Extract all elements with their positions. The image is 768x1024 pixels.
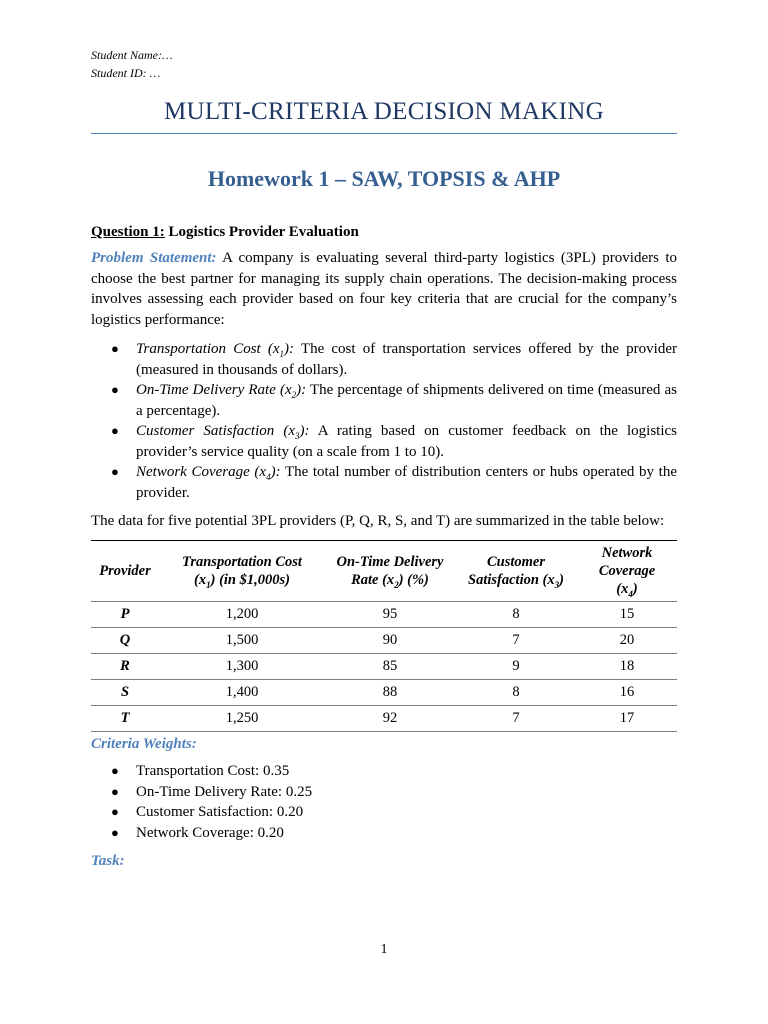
question-title: Logistics Provider Evaluation [164, 224, 359, 240]
bullet-icon: ● [111, 824, 119, 840]
table-row: Q 1,500 90 7 20 [91, 628, 677, 654]
criteria-list [91, 339, 677, 503]
bullet-icon: ● [111, 423, 119, 438]
criteria-weights-heading: Criteria Weights: [91, 736, 197, 752]
header-network-coverage: Network Coverage $(x_4)$ [577, 541, 677, 602]
header-provider: Provider [91, 541, 159, 602]
task-heading: Task: [91, 853, 125, 869]
document-page [91, 0, 677, 1024]
question-heading [91, 224, 359, 241]
bullet-icon: ● [111, 341, 119, 356]
bullet-icon: ● [111, 783, 119, 799]
weight-item: ● Transportation Cost: 0.35 [91, 761, 677, 782]
student-info [91, 46, 173, 82]
problem-statement-text: A company is evaluating several third-party logistics (3PL) providers to choose the best partner for managing its supply chain operations. The decision-making process involves assessing each provider based on four key criteria that are crucial for the company’s logistics performance: [91, 250, 677, 328]
criteria-item: ● Customer Satisfaction $(x_3)$: A rating based on customer feedback on the logistics provider’s service quality (on a scale from 1 to 10). [111, 423, 677, 460]
bullet-icon: ● [111, 382, 119, 397]
problem-statement [91, 248, 677, 330]
question-label: Question 1: [91, 224, 165, 240]
provider-data-table [91, 540, 677, 732]
table-row: P 1,200 95 8 15 [91, 602, 677, 628]
criteria-item: ● Transportation Cost $(x_1)$: The cost of transportation services offered by the provider (measured in thousands of dollars). [111, 341, 677, 378]
table-row: S 1,400 88 8 16 [91, 680, 677, 706]
header-on-time-delivery: On-Time Delivery Rate $(x_2)$ (%) [325, 541, 455, 602]
title-underline [91, 133, 677, 134]
weight-item: ● Network Coverage: 0.20 [91, 823, 677, 844]
header-customer-satisfaction: Customer Satisfaction $(x_3)$ [455, 541, 577, 602]
table-row: R 1,300 85 9 18 [91, 654, 677, 680]
weight-item: ● Customer Satisfaction: 0.20 [91, 802, 677, 823]
document-title: MULTI-CRITERIA DECISION MAKING [163, 98, 604, 125]
header-transportation-cost: Transportation Cost $(x_1)$ (in $1,000s) [159, 541, 325, 602]
bullet-icon: ● [111, 763, 119, 778]
homework-subtitle: Homework 1 – SAW, TOPSIS & AHP [207, 166, 561, 191]
page-number: 1 [380, 942, 388, 957]
criteria-item: ● Network Coverage $(x_4)$: The total number of distribution centers or hubs operated by the provider. [111, 464, 677, 501]
student-name: Student Name:… [91, 48, 173, 62]
table-intro: The data for five potential 3PL providers (P, Q, R, S, and T) are summarized in the table below: [91, 513, 665, 529]
bullet-icon: ● [111, 804, 119, 819]
table-header-row [91, 541, 677, 602]
problem-statement-label: Problem Statement: [91, 250, 217, 266]
criteria-weights-list [91, 761, 677, 843]
student-id: Student ID: … [91, 66, 161, 80]
bullet-icon: ● [111, 464, 119, 479]
criteria-item: ● On-Time Delivery Rate $(x_2)$: The percentage of shipments delivered on time (measured as a percentage). [111, 382, 677, 419]
table-row: T 1,250 92 7 17 [91, 706, 677, 732]
weight-item: ● On-Time Delivery Rate: 0.25 [91, 782, 677, 803]
